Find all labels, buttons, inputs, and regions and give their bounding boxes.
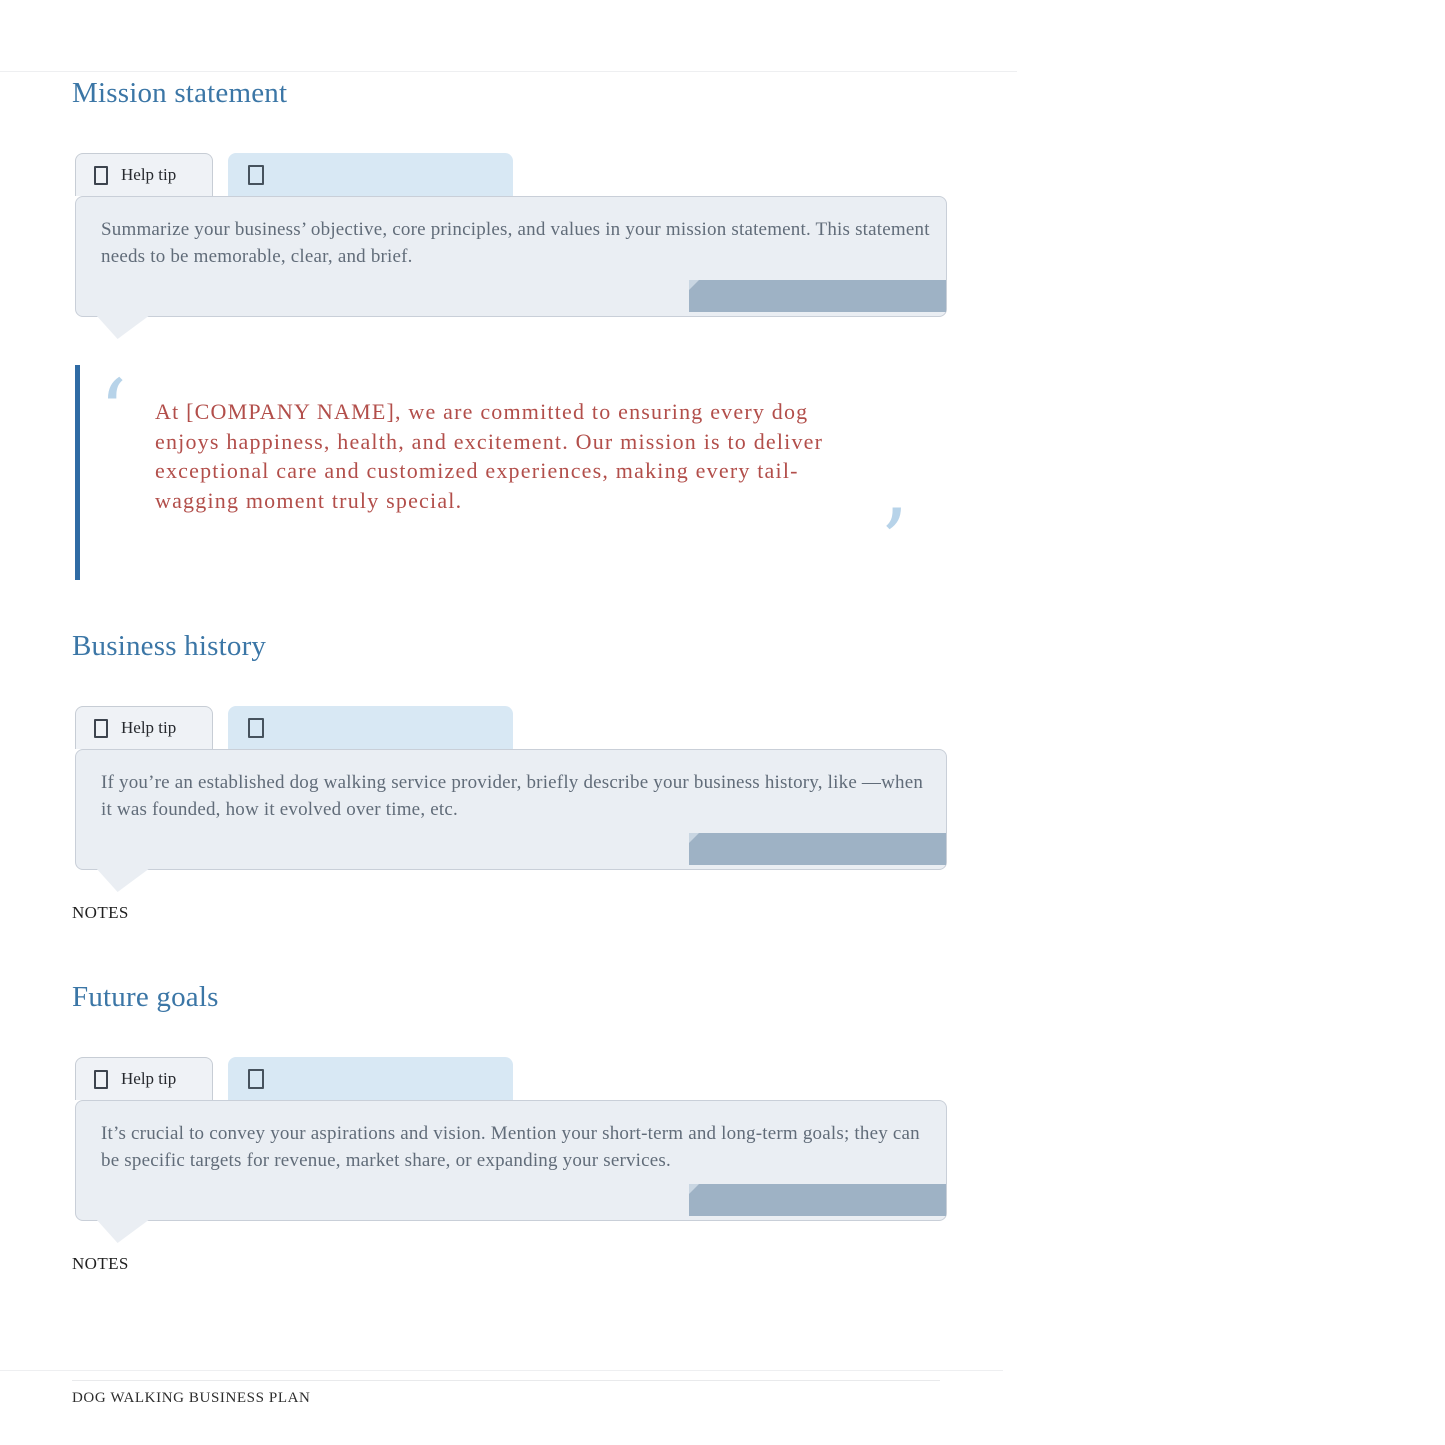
highlight-badge[interactable] (689, 1184, 946, 1216)
help-tip-tabs (75, 153, 513, 196)
help-tip-bubble (75, 1100, 947, 1221)
missing-glyph-icon (94, 1070, 108, 1089)
bubble-tail (96, 315, 150, 339)
help-tip-text: If you’re an established dog walking service provider, briefly describe your business history, like —when it was founded, how it evolved over time, etc. (101, 772, 924, 820)
open-quote-icon: ‘ (99, 360, 127, 463)
footer-rule (0, 1370, 1003, 1371)
help-tip-tab[interactable] (75, 1057, 213, 1100)
notes-label: NOTES (72, 1254, 129, 1273)
help-tip-tabs (75, 706, 513, 749)
quote-left-bar (75, 365, 80, 580)
help-tip-tab[interactable] (75, 153, 213, 196)
help-tip-tab[interactable] (75, 706, 213, 749)
section-heading: Mission statement (72, 77, 288, 109)
help-tip-label: Help tip (121, 165, 177, 184)
missing-glyph-icon (248, 1069, 264, 1089)
footer-title: DOG WALKING BUSINESS PLAN (72, 1390, 311, 1406)
bubble-tail (96, 868, 150, 892)
secondary-tab[interactable] (228, 706, 513, 749)
highlight-badge[interactable] (689, 833, 946, 865)
help-tip-text: It’s crucial to convey your aspirations and vision. Mention your short-term and long-term goals; they can be specific targets for revenue, market share, or expanding your services. (101, 1123, 920, 1171)
help-tip-label: Help tip (121, 1069, 177, 1088)
section-heading: Future goals (72, 981, 219, 1013)
secondary-tab[interactable] (228, 1057, 513, 1100)
help-tip-bubble (75, 196, 947, 317)
missing-glyph-icon (94, 166, 108, 185)
help-tip-text: Summarize your business’ objective, core principles, and values in your mission statement. This statement needs to be memorable, clear, and brief. (101, 219, 930, 267)
notes-label: NOTES (72, 903, 129, 922)
highlight-badge[interactable] (689, 280, 946, 312)
secondary-tab[interactable] (228, 153, 513, 196)
close-quote-icon: ’ (880, 490, 908, 593)
help-tip-bubble (75, 749, 947, 870)
bubble-tail (96, 1219, 150, 1243)
section-heading: Business history (72, 630, 267, 662)
missing-glyph-icon (248, 718, 264, 738)
help-tip-tabs (75, 1057, 513, 1100)
mission-quote-text: At [COMPANY NAME], we are committed to ensuring every dog enjoys happiness, health, and excitement. Our mission is to deliver exceptional care and customized experiences, making every tail-wagging moment truly special. (155, 399, 824, 513)
missing-glyph-icon (248, 165, 264, 185)
page-top-rule (0, 71, 1017, 72)
missing-glyph-icon (94, 719, 108, 738)
help-tip-label: Help tip (121, 718, 177, 737)
footer-rule-inner (72, 1380, 940, 1381)
